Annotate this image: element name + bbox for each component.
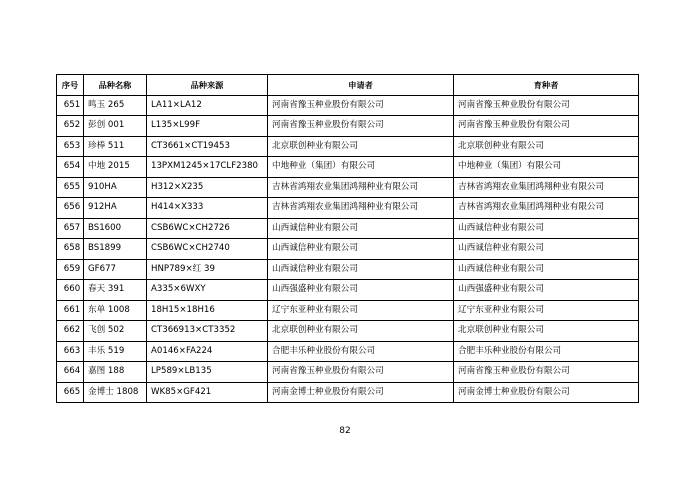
cell-breeder: 辽宁东亚种业有限公司 [454, 300, 639, 321]
table-header [57, 75, 639, 96]
cell-applicant: 吉林省鸿翔农业集团鸿翔种业有限公司 [268, 177, 454, 198]
cell-variety-name: GF677 [84, 259, 147, 280]
cell-no: 663 [57, 341, 84, 362]
table-body [57, 95, 639, 403]
cell-breeder: 河南省豫玉种业股份有限公司 [454, 116, 639, 137]
cell-no: 651 [57, 95, 84, 116]
header-no: 序号 [57, 75, 84, 96]
cell-variety-source: L135×L99F [147, 116, 268, 137]
cell-no: 664 [57, 362, 84, 383]
table-row [57, 136, 639, 157]
cell-no: 665 [57, 382, 84, 403]
cell-variety-name: 910HA [84, 177, 147, 198]
header-source: 品种来源 [147, 75, 268, 96]
table-row [57, 218, 639, 239]
header-name: 品种名称 [84, 75, 147, 96]
cell-applicant: 河南省豫玉种业股份有限公司 [268, 362, 454, 383]
cell-applicant: 山西诚信种业有限公司 [268, 218, 454, 239]
cell-variety-name: BS1899 [84, 239, 147, 260]
cell-breeder: 河南金博士种业股份有限公司 [454, 382, 639, 403]
cell-no: 653 [57, 136, 84, 157]
cell-no: 662 [57, 321, 84, 342]
cell-variety-name: 鸣玉 265 [84, 95, 147, 116]
cell-variety-source: A335×6WXY [147, 280, 268, 301]
cell-variety-name: 东单 1008 [84, 300, 147, 321]
cell-variety-name: 嘉图 188 [84, 362, 147, 383]
cell-breeder: 河南省豫玉种业股份有限公司 [454, 95, 639, 116]
cell-variety-source: A0146×FA224 [147, 341, 268, 362]
cell-applicant: 吉林省鸿翔农业集团鸿翔种业有限公司 [268, 198, 454, 219]
cell-no: 658 [57, 239, 84, 260]
cell-variety-source: 18H15×18H16 [147, 300, 268, 321]
cell-applicant: 山西诚信种业有限公司 [268, 259, 454, 280]
cell-applicant: 河南金博士种业股份有限公司 [268, 382, 454, 403]
table-row [57, 116, 639, 137]
cell-breeder: 山西诚信种业有限公司 [454, 259, 639, 280]
cell-breeder: 吉林省鸿翔农业集团鸿翔种业有限公司 [454, 177, 639, 198]
table-row [57, 280, 639, 301]
cell-no: 656 [57, 198, 84, 219]
table-row [57, 157, 639, 178]
cell-no: 655 [57, 177, 84, 198]
header-row [57, 75, 639, 96]
table-row [57, 300, 639, 321]
cell-variety-source: HNP789×红 39 [147, 259, 268, 280]
cell-variety-name: 彭创 001 [84, 116, 147, 137]
cell-applicant: 中地种业（集团）有限公司 [268, 157, 454, 178]
cell-variety-name: BS1600 [84, 218, 147, 239]
table-row [57, 382, 639, 403]
cell-applicant: 辽宁东亚种业有限公司 [268, 300, 454, 321]
cell-variety-source: LP589×LB135 [147, 362, 268, 383]
cell-variety-source: CSB6WC×CH2726 [147, 218, 268, 239]
cell-no: 661 [57, 300, 84, 321]
cell-breeder: 合肥丰乐种业股份有限公司 [454, 341, 639, 362]
table-row [57, 321, 639, 342]
table-row [57, 239, 639, 260]
table-row [57, 95, 639, 116]
cell-variety-name: 中地 2015 [84, 157, 147, 178]
cell-no: 657 [57, 218, 84, 239]
cell-breeder: 吉林省鸿翔农业集团鸿翔种业有限公司 [454, 198, 639, 219]
cell-applicant: 河南省豫玉种业股份有限公司 [268, 95, 454, 116]
cell-applicant: 北京联创种业有限公司 [268, 321, 454, 342]
cell-variety-source: CSB6WC×CH2740 [147, 239, 268, 260]
cell-variety-name: 珍棒 511 [84, 136, 147, 157]
cell-breeder: 北京联创种业有限公司 [454, 321, 639, 342]
cell-breeder: 山西诚信种业有限公司 [454, 218, 639, 239]
cell-applicant: 山西诚信种业有限公司 [268, 239, 454, 260]
cell-no: 660 [57, 280, 84, 301]
cell-variety-source: 13PXM1245×17CLF2380 [147, 157, 268, 178]
cell-no: 654 [57, 157, 84, 178]
cell-breeder: 山西强盛种业有限公司 [454, 280, 639, 301]
cell-variety-source: H312×X235 [147, 177, 268, 198]
cell-breeder: 中地种业（集团）有限公司 [454, 157, 639, 178]
header-applicant: 申请者 [268, 75, 454, 96]
cell-applicant: 合肥丰乐种业股份有限公司 [268, 341, 454, 362]
cell-variety-source: H414×X333 [147, 198, 268, 219]
header-breeder: 育种者 [454, 75, 639, 96]
cell-variety-name: 金博士 1808 [84, 382, 147, 403]
cell-applicant: 北京联创种业有限公司 [268, 136, 454, 157]
cell-variety-name: 丰乐 519 [84, 341, 147, 362]
cell-variety-name: 春天 391 [84, 280, 147, 301]
variety-table [56, 74, 639, 403]
page-number: 82 [339, 426, 351, 436]
cell-breeder: 山西诚信种业有限公司 [454, 239, 639, 260]
cell-variety-name: 912HA [84, 198, 147, 219]
cell-variety-source: LA11×LA12 [147, 95, 268, 116]
cell-variety-name: 飞创 502 [84, 321, 147, 342]
table-row [57, 259, 639, 280]
cell-variety-source: CT3661×CT19453 [147, 136, 268, 157]
cell-applicant: 山西强盛种业有限公司 [268, 280, 454, 301]
cell-breeder: 北京联创种业有限公司 [454, 136, 639, 157]
cell-applicant: 河南省豫玉种业股份有限公司 [268, 116, 454, 137]
table-row [57, 341, 639, 362]
cell-breeder: 河南省豫玉种业股份有限公司 [454, 362, 639, 383]
cell-no: 659 [57, 259, 84, 280]
table-row [57, 362, 639, 383]
cell-no: 652 [57, 116, 84, 137]
table-row [57, 177, 639, 198]
table-row [57, 198, 639, 219]
cell-variety-source: WK85×GF421 [147, 382, 268, 403]
cell-variety-source: CT366913×CT3352 [147, 321, 268, 342]
